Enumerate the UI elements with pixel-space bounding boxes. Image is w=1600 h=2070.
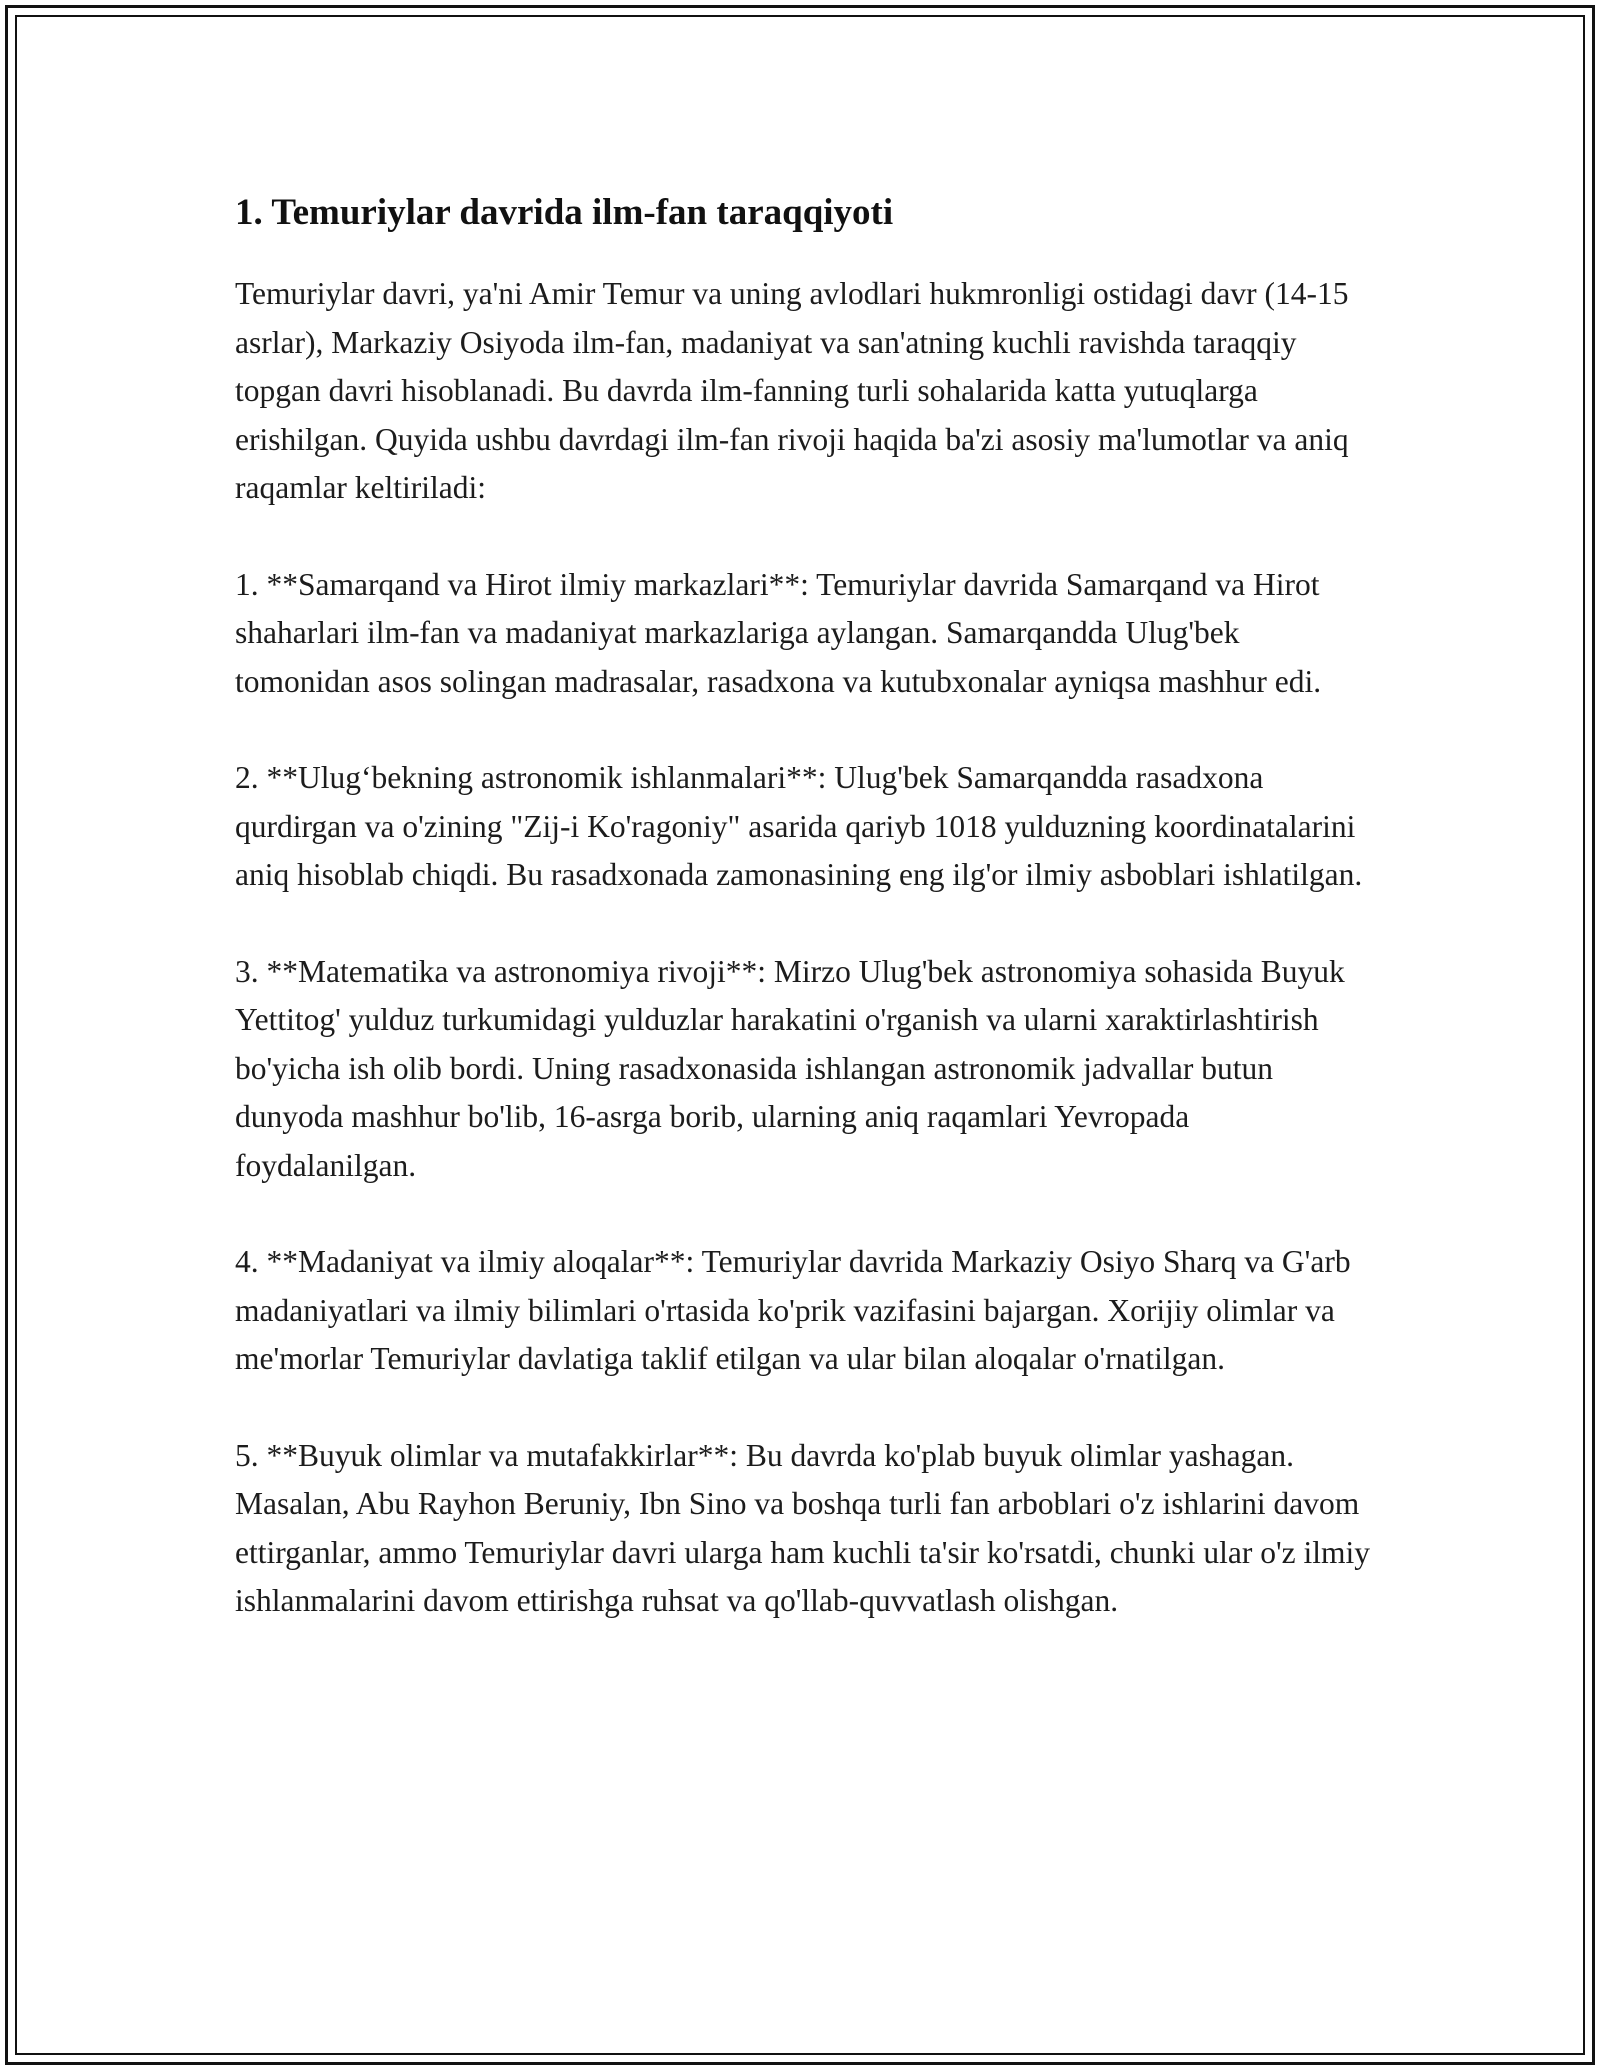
list-item-culture-relations: 4. **Madaniyat va ilmiy aloqalar**: Temuriylar davrida Markaziy Osiyo Sharq va G'arb madaniyatlari va ilmiy bilimlari o'rtasida ko'prik vazifasini bajargan. Xorijiy olimlar va me'morlar Temuriylar davlatiga taklif etilgan va ular bilan aloqalar o'rnatilgan.	[235, 1244, 1351, 1376]
intro-paragraph: Temuriylar davri, ya'ni Amir Temur va uning avlodlari hukmronligi ostidagi davr (14-15 asrlar), Markaziy Osiyoda ilm-fan, madaniyat va san'atning kuchli ravishda taraqqiy topgan davri hisoblanadi. Bu davrda ilm-fanning turli sohalarida katta yutuqlarga erishilgan. Quyida ushbu davrdagi ilm-fan rivoji haqida ba'zi asosiy ma'lumotlar va aniq raqamlar keltiriladi:	[235, 276, 1349, 505]
list-item-math-astronomy: 3. **Matematika va astronomiya rivoji**: Mirzo Ulug'bek astronomiya sohasida Buyuk Yettitog' yulduz turkumidagi yulduzlar harakatini o'rganish va ularni xaraktirlashtirish bo'yicha ish olib bordi. Uning rasadxonasida ishlangan astronomik jadvallar butun dunyoda mashhur bo'lib, 16-asrga borib, ularning aniq raqamlari Yevropada foydalanilgan.	[235, 953, 1345, 1183]
list-item-great-scholars: 5. **Buyuk olimlar va mutafakkirlar**: Bu davrda ko'plab buyuk olimlar yashagan. Masalan, Abu Rayhon Beruniy, Ibn Sino va boshqa turli fan arboblari o'z ishlarini davom ettirganlar, ammo Temuriylar davri ularga ham kuchli ta'sir ko'rsatdi, chunki ular o'z ilmiy ishlanmalarini davom ettirishga ruhsat va qo'llab-quvvatlash olishgan.	[235, 1437, 1371, 1618]
list-item-samarqand-hirot: 1. **Samarqand va Hirot ilmiy markazlari**: Temuriylar davrida Samarqand va Hirot shaharlari ilm-fan va madaniyat markazlariga aylangan. Samarqandda Ulug'bek tomonidan asos solingan madrasalar, rasadxona va kutubxonalar ayniqsa mashhur edi.	[235, 566, 1322, 699]
document-body	[235, 186, 1375, 1674]
section-title: 1. Temuriylar davrida ilm-fan taraqqiyoti	[235, 192, 894, 233]
list-item-ulugbek-astronomy: 2. **Ulug‘bekning astronomik ishlanmalari**: Ulug'bek Samarqandda rasadxona qurdirgan va o'zining "Zij-i Ko'ragoniy" asarida qariyb 1018 yulduzning koordinatalarini aniq hisoblab chiqdi. Bu rasadxonada zamonasining eng ilg'or ilmiy asboblari ishlatilgan.	[235, 760, 1363, 892]
